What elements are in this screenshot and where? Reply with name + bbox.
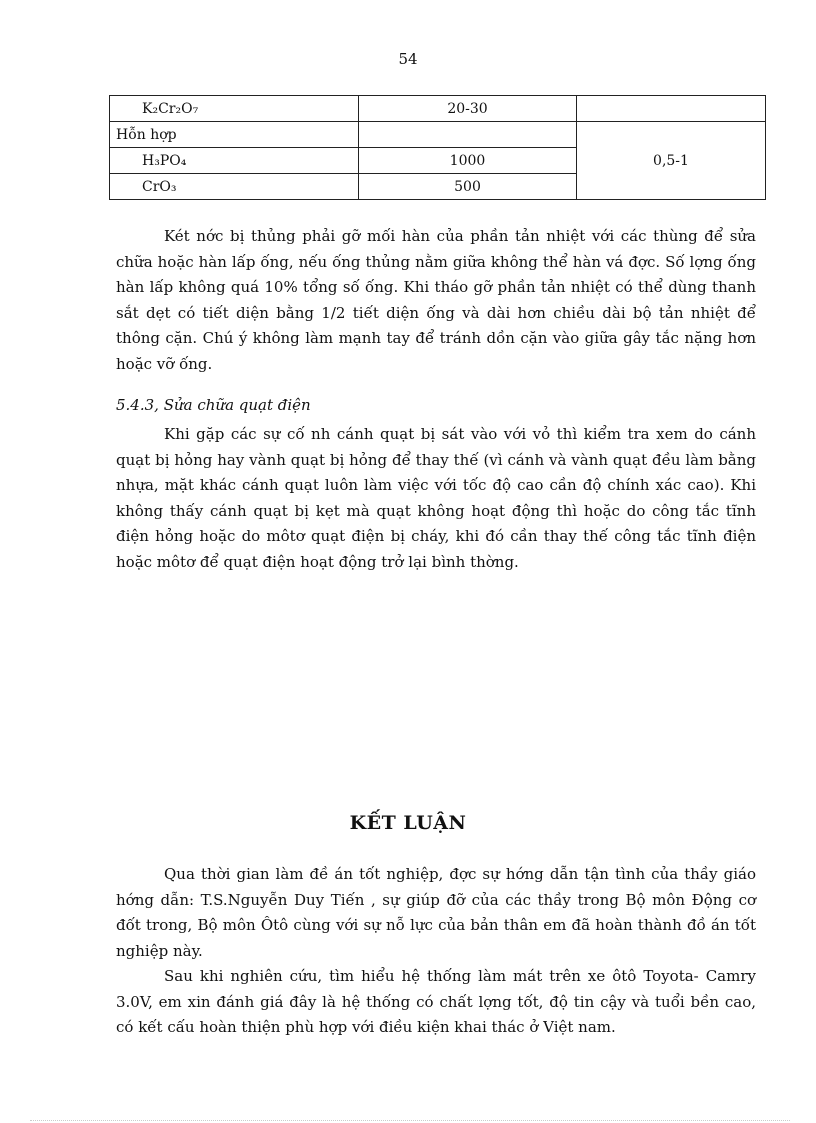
- table-cell-empty: [577, 96, 766, 122]
- paragraph-conclusion-2: Sau khi nghiên cứu, tìm hiểu hệ thống làm mát trên xe ôtô Toyota- Camry 3.0V, em xin đánh giá đây là hệ thống có chất lợng tốt, độ tin cậy và tuổi bền cao, có kết cấu hoàn thiện phù hợp với điều kiện khai thác ở Việt nam.: [116, 967, 756, 1036]
- table-cell-amount: [359, 122, 577, 148]
- paragraph-radiator-repair: Két nớc bị thủng phải gỡ mối hàn của phần tản nhiệt với các thùng để sửa chữa hoặc hàn lấp ống, nếu ống thủng nằm giữa không thể hàn vá đợc. Số lợng ống hàn lấp không quá 10% tổng số ống. Khi tháo gỡ phần tản nhiệt có thể dùng thanh sắt dẹt có tiết diện bằng 1/2 tiết diện ống và dài hơn chiều dài bộ tản nhiệt để thông cặn. Chú ý không làm mạnh tay để tránh dồn cặn vào giữa gây tắc nặng hơn hoặc vỡ ống.: [116, 227, 756, 373]
- table-cell-component: K₂Cr₂O₇: [110, 96, 359, 122]
- table-cell-component: CrO₃: [110, 174, 359, 200]
- conclusion-title: KẾT LUẬN: [349, 812, 467, 834]
- table-cell-amount: 20-30: [359, 96, 577, 122]
- table-cell-merged-value: 0,5-1: [577, 122, 766, 200]
- table-cell-amount: 500: [359, 174, 577, 200]
- table-cell-amount: 1000: [359, 148, 577, 174]
- paragraph-conclusion-1: Qua thời gian làm đề án tốt nghiệp, đợc sự hớng dẫn tận tình của thầy giáo hớng dẫn: T.S.Nguyễn Duy Tiến , sự giúp đỡ của các thầy trong Bộ môn Động cơ đốt trong, Bộ môn Ôtô cùng với sự nỗ lực của bản thân em đã hoàn thành đồ án tốt nghiệp này.: [116, 865, 756, 960]
- table-cell-component: Hỗn hợp: [110, 122, 359, 148]
- table-row: [110, 96, 766, 122]
- chemical-table: [109, 95, 766, 200]
- paragraph-fan-repair: Khi gặp các sự cố nh cánh quạt bị sát vào với vỏ thì kiểm tra xem do cánh quạt bị hỏng hay vành quạt bị hỏng để thay thế (vì cánh và vành quạt đều làm bằng nhựa, mặt khác cánh quạt luôn làm việc với tốc độ cao cần độ chính xác cao). Khi không thấy cánh quạt bị kẹt mà quạt không hoạt động thì hoặc do công tắc tĩnh điện hỏng hoặc do môtơ quạt điện bị cháy, khi đó cần thay thế công tắc tĩnh điện hoặc môtơ để quạt điện hoạt động trở lại bình thờng.: [116, 425, 756, 571]
- table-row: [110, 122, 766, 148]
- section-heading: 5.4.3, Sửa chữa quạt điện: [116, 396, 311, 414]
- footer-divider: [30, 1120, 790, 1121]
- page-number: 54: [398, 50, 418, 68]
- table-cell-component: H₃PO₄: [110, 148, 359, 174]
